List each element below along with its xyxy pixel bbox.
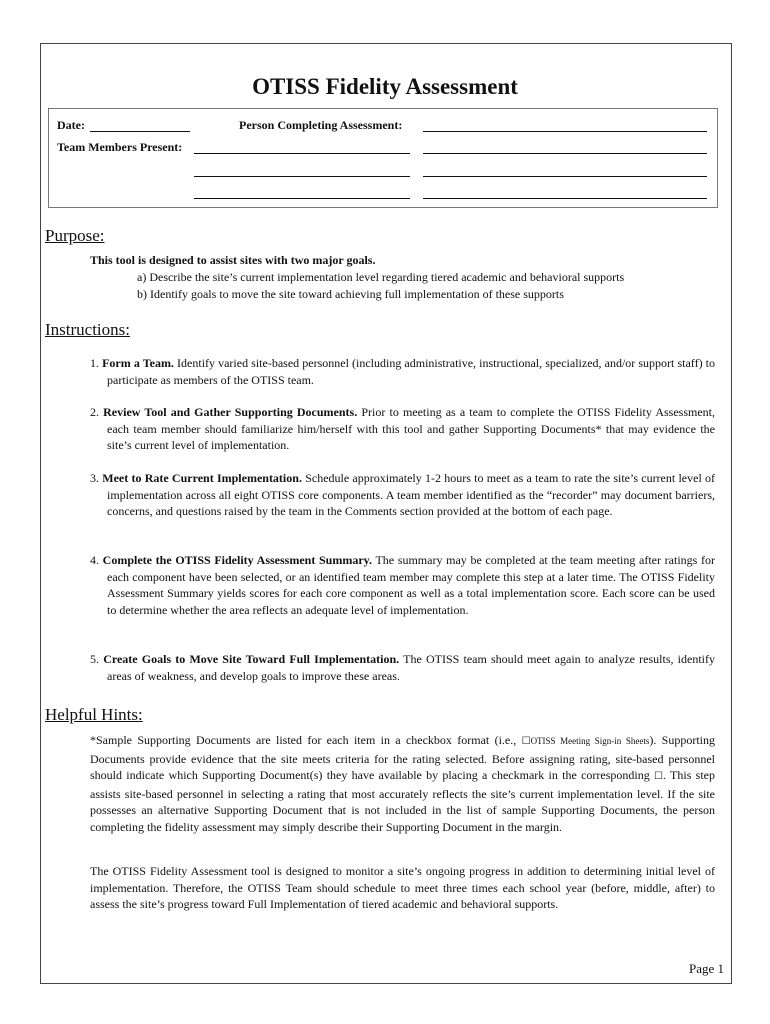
instruction-item-4: 4. Complete the OTISS Fidelity Assessment Summary. The summary may be completed at the team meeting after ratings for each component have been selected, or an identified team member may complete this step at a later time. The OTISS Fidelity Assessment Summary yields scores for each core component as well as a total implementation score. Each score can be used to determine whether the area reflects an adequate level of implementation. <box>90 553 715 617</box>
team-member-field-2[interactable] <box>423 153 707 154</box>
team-member-field-6[interactable] <box>423 198 707 199</box>
instructions-heading: Instructions: <box>45 320 130 339</box>
team-member-field-3[interactable] <box>194 176 410 177</box>
purpose-goal-b: b) Identify goals to move the site toward achieving full implementation of these supports <box>137 287 564 301</box>
purpose-heading: Purpose: <box>45 226 105 245</box>
page-number: Page 1 <box>688 961 724 976</box>
person-completing-field[interactable] <box>423 131 707 132</box>
date-field[interactable] <box>90 131 190 132</box>
hints-heading: Helpful Hints: <box>45 705 143 724</box>
team-member-field-4[interactable] <box>423 176 707 177</box>
team-member-field-5[interactable] <box>194 198 410 199</box>
checkbox-icon: ☐ <box>654 771 663 783</box>
instruction-item-1: 1. Form a Team. Identify varied site-based personnel (including administrative, instructional, specialized, and/or support staff) to participate as members of the OTISS team. <box>90 356 715 387</box>
purpose-intro: This tool is designed to assist sites with two major goals. <box>90 253 376 267</box>
person-completing-label: Person Completing Assessment: <box>239 118 403 132</box>
date-label: Date: <box>57 118 85 132</box>
team-member-field-1[interactable] <box>194 153 410 154</box>
checkbox-icon: ☐ <box>521 736 531 747</box>
instruction-item-3: 3. Meet to Rate Current Implementation. Schedule approximately 1-2 hours to meet as a team to rate the site’s current level of implementation across all eight OTISS core components. A team member identified as the “recorder” may document barriers, concerns, and questions raised by the team in the Comments section provided at the bottom of each page. <box>90 471 716 519</box>
purpose-goal-a: a) Describe the site’s current implementation level regarding tiered academic and behavioral supports <box>137 270 625 284</box>
instruction-item-5: 5. Create Goals to Move Site Toward Full Implementation. The OTISS team should meet again to analyze results, identify areas of weakness, and develop goals to improve these areas. <box>90 652 715 683</box>
page-title: OTISS Fidelity Assessment <box>252 74 518 99</box>
header-form-box <box>48 108 718 208</box>
instruction-item-2: 2. Review Tool and Gather Supporting Documents. Prior to meeting as a team to complete the OTISS Fidelity Assessment, each team member should familiarize him/herself with this tool and gather Supporting Documents* that may evidence the site’s current level of implementation. <box>90 405 716 453</box>
team-members-label: Team Members Present: <box>57 140 183 154</box>
hints-paragraph-1: *Sample Supporting Documents are listed for each item in a checkbox format (i.e., ☐OTISS Meeting Sign-in Sheets). Supporting Documents provide evidence that the site meets criteria for the rating selected. Before assigning rating, site-based personnel should indicate which Supporting Document(s) they have available by placing a checkmark in the corresponding ☐. This step assists site-based personnel in selecting a rating that most accurately reflects the site’s current implementation level. If the site possesses an alternative Supporting Document that is not included in the list of sample Supporting Documents, the person completing the fidelity assessment may simply describe their Supporting Document in the margin. <box>90 733 716 834</box>
hints-paragraph-2: The OTISS Fidelity Assessment tool is designed to monitor a site’s ongoing progress in addition to determining initial level of implementation. Therefore, the OTISS Team should schedule to meet three times each school year (before, middle, after) to assess the site’s progress toward Full Implementation of tiered academic and behavioral supports. <box>90 864 715 912</box>
